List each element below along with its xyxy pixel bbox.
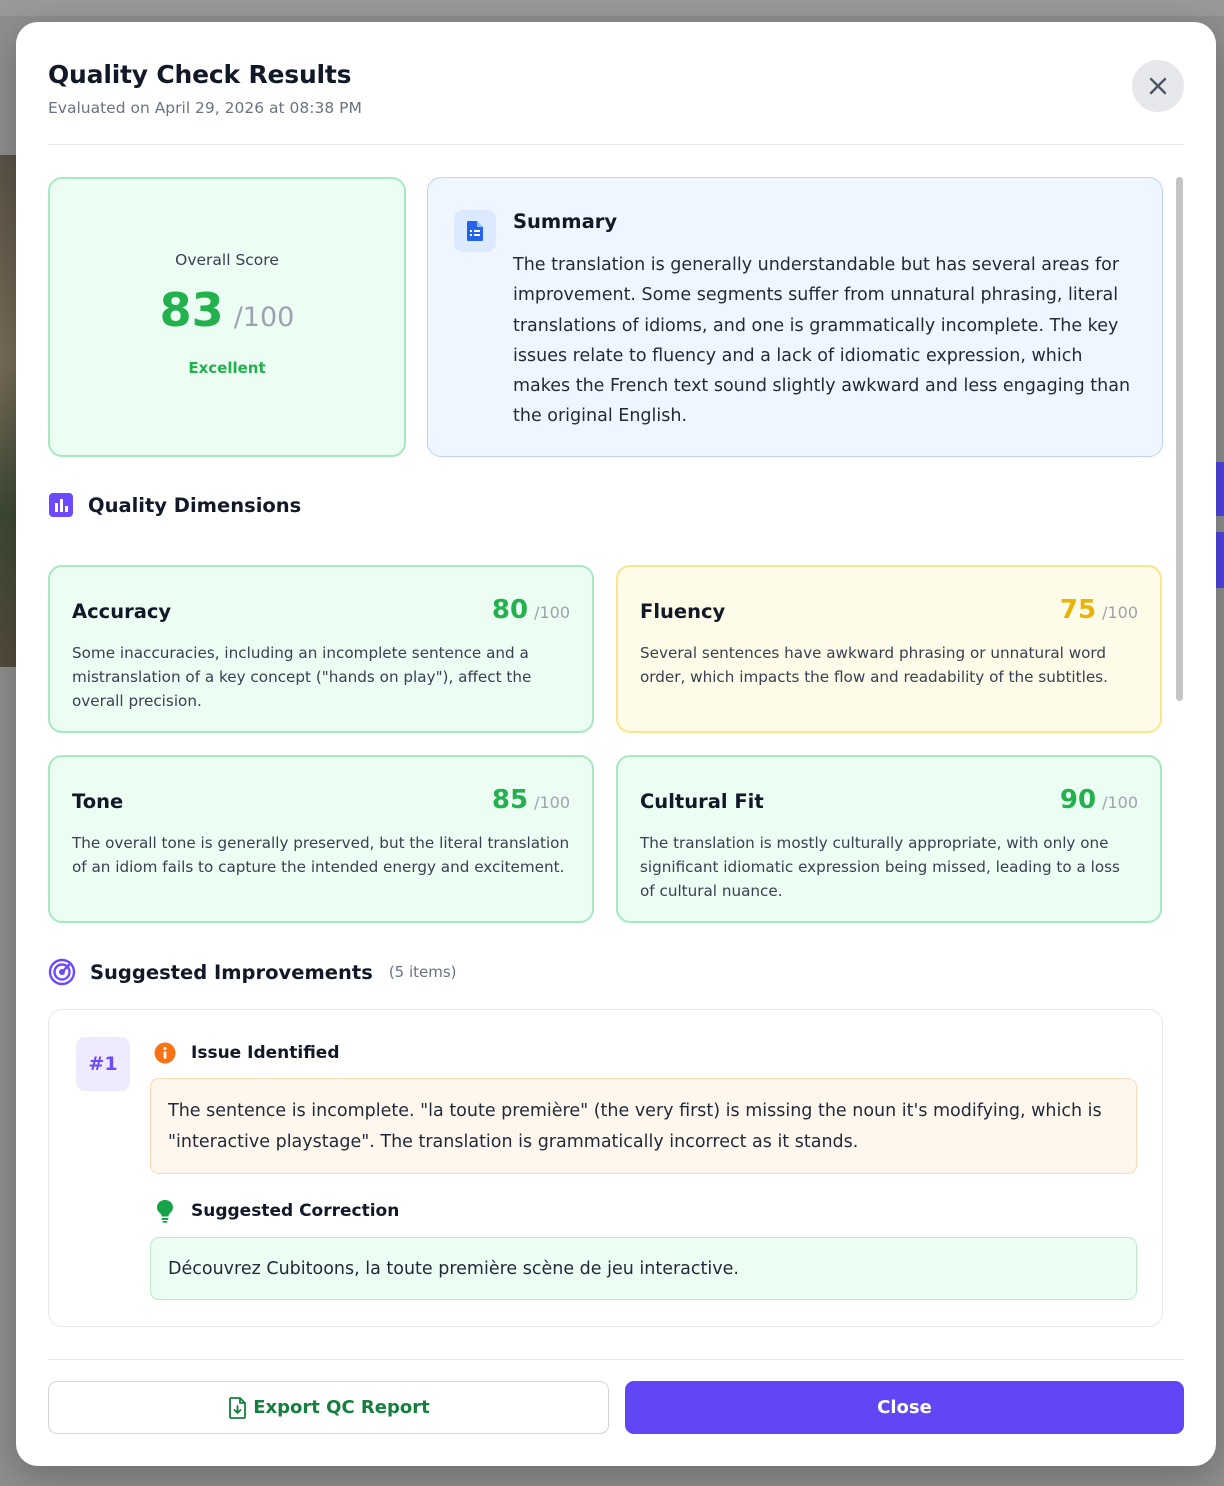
overall-rating: Excellent (188, 359, 266, 377)
suggested-improvements-title: Suggested Improvements (90, 960, 373, 984)
summary-text: The translation is generally understandable but has several areas for improvement. Some segments suffer from unnatural phrasing, literal translations of idioms, and one is grammatically incomplete. The key issues relate to fluency and a lack of idiomatic expression, which makes the French text sound slightly awkward and less engaging than the original English. (513, 255, 1131, 427)
dimension-score: 85 (491, 785, 529, 815)
scrollbar-thumb[interactable] (1176, 177, 1183, 701)
issue-text: The sentence is incomplete. "la toute première" (the very first) is missing the noun it's modifying, which is "interactive playstage". The translation is grammatically incorrect as it stands. (150, 1078, 1137, 1174)
dimension-name: Accuracy (72, 600, 172, 623)
dimension-card-accuracy (48, 565, 594, 733)
dimension-max: /100 (1102, 793, 1138, 812)
close-button[interactable] (625, 1381, 1184, 1434)
document-icon (454, 210, 496, 252)
file-download-icon (227, 1396, 249, 1420)
dimension-max: /100 (1102, 603, 1138, 622)
dimension-name: Cultural Fit (640, 790, 764, 813)
issue-label: Issue Identified (191, 1043, 340, 1063)
summary-title: Summary (513, 210, 618, 233)
suggested-improvements-header (48, 958, 457, 986)
background-accent (1216, 532, 1224, 588)
issue-header (154, 1042, 340, 1064)
improvement-item (48, 1009, 1163, 1327)
dimension-name: Tone (72, 790, 124, 813)
dialog-title: Quality Check Results (48, 60, 352, 89)
improvement-number: #1 (76, 1037, 130, 1091)
footer-divider (48, 1359, 1184, 1360)
bar-chart-icon (48, 492, 74, 518)
correction-text: Découvrez Cubitoons, la toute première scène de jeu interactive. (150, 1237, 1137, 1300)
improvements-count: (5 items) (388, 963, 457, 981)
target-icon (48, 958, 76, 986)
dimension-score: 80 (491, 595, 529, 625)
correction-label: Suggested Correction (191, 1201, 400, 1221)
dimension-max: /100 (534, 793, 570, 812)
dimension-card-tone (48, 755, 594, 923)
dimension-description: The translation is mostly culturally appropriate, with only one significant idiomatic expression being missed, leading to a loss of cultural nuance. (640, 834, 1120, 901)
overall-score-max: /100 (233, 302, 295, 333)
background-accent (1216, 462, 1224, 516)
scrollbar[interactable] (1176, 177, 1183, 1339)
summary-card (427, 177, 1163, 457)
overall-score-card (48, 177, 406, 457)
close-label: Close (877, 1397, 932, 1418)
info-icon (154, 1042, 176, 1064)
evaluated-timestamp: Evaluated on April 29, 2026 at 08:38 PM (48, 99, 362, 117)
dimension-score: 75 (1059, 595, 1097, 625)
dialog-footer (48, 1381, 1184, 1434)
correction-header (154, 1199, 399, 1223)
lightbulb-icon (154, 1199, 176, 1223)
header-divider (48, 144, 1184, 145)
export-qc-report-button[interactable] (48, 1381, 609, 1434)
dimension-description: Several sentences have awkward phrasing or unnatural word order, which impacts the flow and readability of the subtitles. (640, 644, 1108, 687)
overall-score-value: 83 (159, 283, 224, 337)
dialog-body[interactable] (48, 177, 1164, 1339)
dimension-score: 90 (1059, 785, 1097, 815)
export-label: Export QC Report (253, 1397, 430, 1418)
dimension-name: Fluency (640, 600, 726, 623)
dimension-description: The overall tone is generally preserved, but the literal translation of an idiom fails to capture the intended energy and excitement. (72, 834, 570, 877)
quality-dimensions-title: Quality Dimensions (88, 493, 302, 517)
dialog-header (48, 60, 1184, 150)
background-top-bar (0, 0, 1224, 16)
dimension-card-fluency (616, 565, 1162, 733)
dimension-card-cultural-fit (616, 755, 1162, 923)
dimension-description: Some inaccuracies, including an incomplete sentence and a mistranslation of a key concept ("hands on play"), affect the overall precision. (72, 644, 532, 711)
background-image (0, 155, 16, 667)
quality-check-dialog (16, 22, 1216, 1466)
close-icon (1147, 75, 1169, 97)
dimension-max: /100 (534, 603, 570, 622)
quality-dimensions-header (48, 492, 301, 518)
close-icon-button[interactable] (1132, 60, 1184, 112)
overall-score-label: Overall Score (175, 251, 279, 269)
